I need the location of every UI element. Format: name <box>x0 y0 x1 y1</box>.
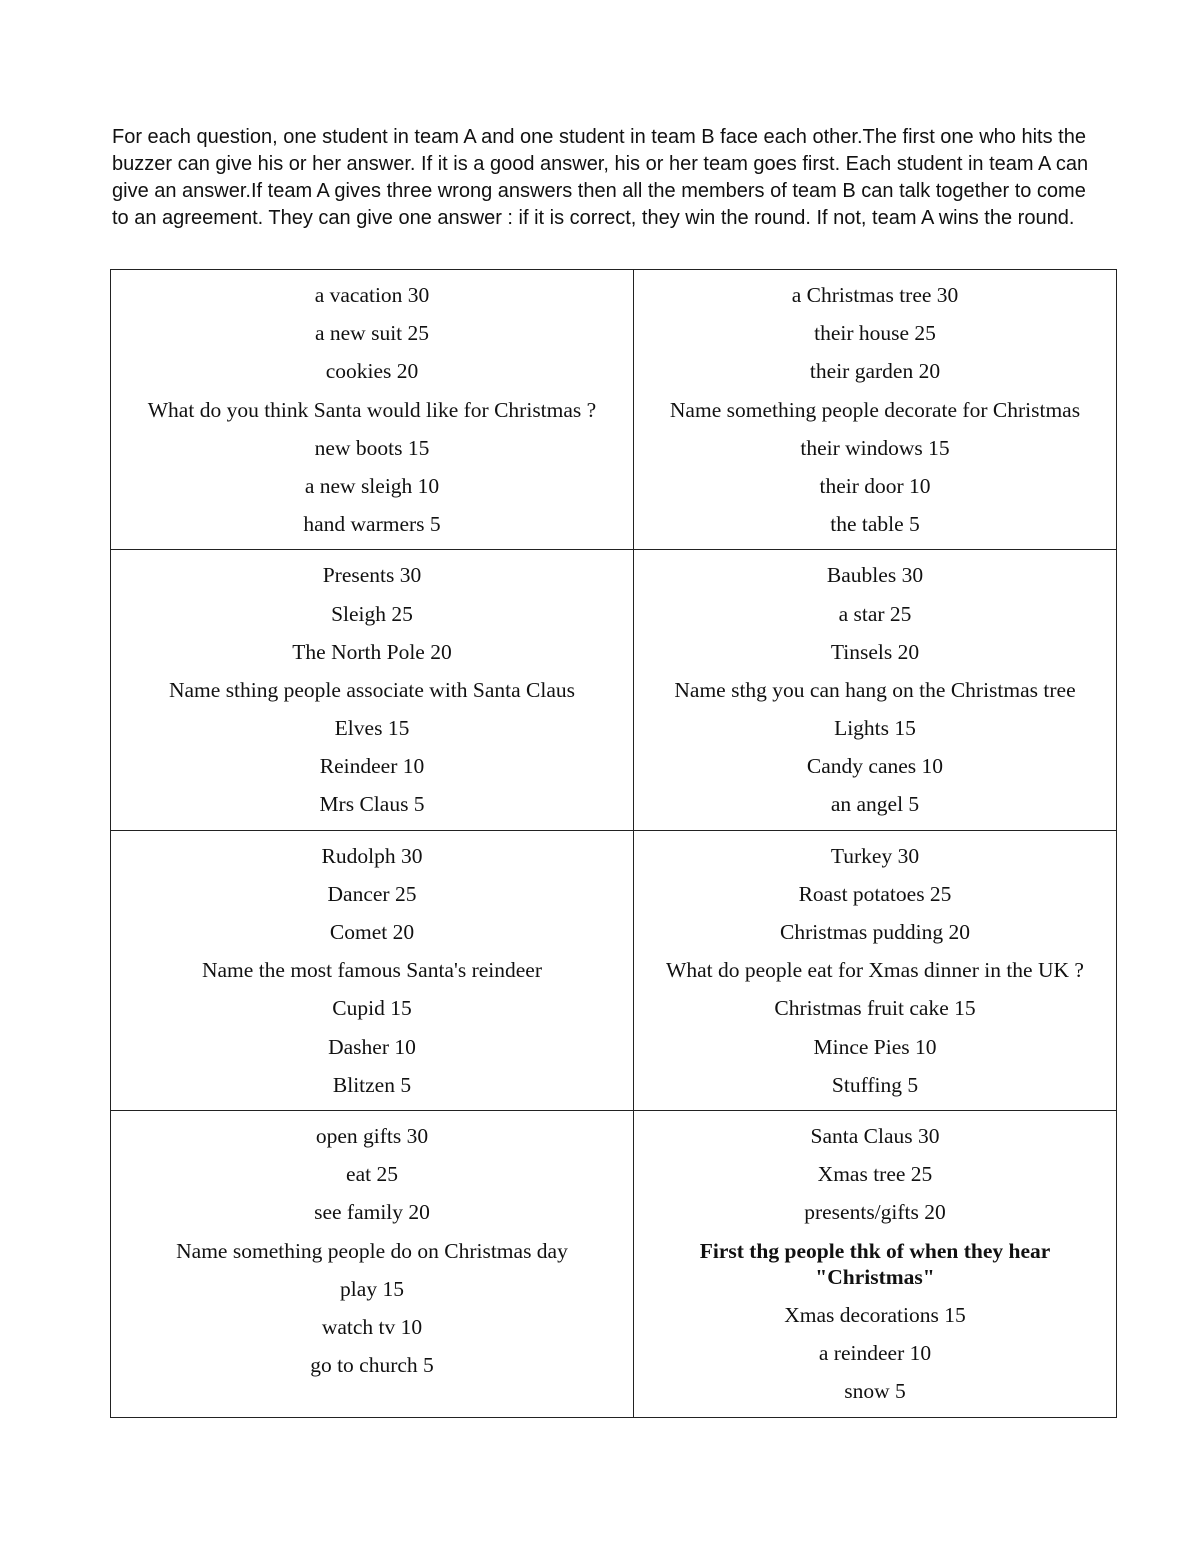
answer-line: Dasher 10 <box>328 1034 416 1059</box>
answer-line: Santa Claus 30 <box>810 1123 940 1148</box>
answer-line: Blitzen 5 <box>332 1072 412 1097</box>
answer-line: their house 25 <box>814 321 936 346</box>
answer-line: their garden 20 <box>809 359 941 384</box>
answer-line: cookies 20 <box>325 359 419 384</box>
answer-line: go to church 5 <box>310 1353 434 1378</box>
answer-line: Dancer 25 <box>327 881 417 906</box>
answer-line: snow 5 <box>844 1379 906 1404</box>
question-card <box>634 550 1117 830</box>
answer-line: Tinsels 20 <box>830 639 920 664</box>
question-card <box>111 550 634 830</box>
answer-line: an angel 5 <box>830 792 920 817</box>
answer-line: Christmas fruit cake 15 <box>774 996 976 1021</box>
answer-line: play 15 <box>340 1276 404 1301</box>
question-text: What do people eat for Xmas dinner in the UK ? <box>666 958 1084 983</box>
question-card <box>634 830 1117 1110</box>
answer-line: Sleigh 25 <box>331 601 413 626</box>
question-text: Name something people decorate for Christmas <box>669 397 1081 422</box>
question-text: Name something people do on Christmas day <box>176 1238 568 1263</box>
answer-line: the table 5 <box>830 512 920 537</box>
question-text: Name sthing people associate with Santa Claus <box>168 677 576 702</box>
answer-line: open gifts 30 <box>315 1123 429 1148</box>
answer-line: Turkey 30 <box>830 843 920 868</box>
answer-line: see family 20 <box>314 1200 430 1225</box>
grid-row <box>111 1110 1117 1417</box>
answer-line: Candy canes 10 <box>806 754 944 779</box>
answer-line: Roast potatoes 25 <box>798 881 952 906</box>
answer-line: a vacation 30 <box>314 283 430 307</box>
answer-line: Elves 15 <box>334 716 410 741</box>
answer-line: hand warmers 5 <box>303 512 441 537</box>
answer-line: their door 10 <box>819 473 931 498</box>
answer-line: Lights 15 <box>834 716 916 741</box>
answer-line: a new suit 25 <box>314 321 430 346</box>
question-card <box>634 1110 1117 1417</box>
answer-line: a star 25 <box>838 601 912 626</box>
question-card <box>111 270 634 550</box>
answer-line: eat 25 <box>346 1162 398 1187</box>
question-text: Name the most famous Santa's reindeer <box>201 958 542 983</box>
answer-line: new boots 15 <box>314 435 430 460</box>
question-card <box>111 830 634 1110</box>
answer-line: presents/gifts 20 <box>804 1200 946 1225</box>
game-instructions: For each question, one student in team A and one student in team B face each other.The first one who hits the buzzer can give his or her answer. If it is a good answer, his or her team goes first. Each student in team A can give an answer.If team A gives three wrong answers then all the members of team B can talk together to come to an agreement. They can give one answer : if it is correct, they win the round. If not, team A wins the round. <box>112 126 1089 229</box>
answer-line: a reindeer 10 <box>818 1340 932 1365</box>
answer-line: Xmas tree 25 <box>817 1162 933 1187</box>
answer-line: The North Pole 20 <box>292 639 452 664</box>
answer-line: Baubles 30 <box>826 563 924 588</box>
answer-line: Comet 20 <box>329 920 415 944</box>
question-grid <box>110 269 1117 1418</box>
answer-line: Xmas decorations 15 <box>784 1302 966 1327</box>
grid-row <box>111 830 1117 1110</box>
answer-line: a Christmas tree 30 <box>791 283 959 307</box>
grid-row <box>111 550 1117 830</box>
answer-line: Rudolph 30 <box>321 843 423 868</box>
answer-line: watch tv 10 <box>321 1314 423 1339</box>
answer-line: Christmas pudding 20 <box>780 920 970 944</box>
answer-line: Mrs Claus 5 <box>319 792 425 817</box>
answer-line: Cupid 15 <box>332 996 412 1021</box>
answer-line: a new sleigh 10 <box>304 473 440 498</box>
answer-line: Presents 30 <box>322 563 422 588</box>
answer-line: Reindeer 10 <box>319 754 425 779</box>
answer-line: their windows 15 <box>800 435 950 460</box>
question-text: Name sthg you can hang on the Christmas tree <box>674 677 1076 702</box>
grid-row <box>111 270 1117 550</box>
answer-line: Mince Pies 10 <box>813 1034 937 1059</box>
question-text: First thg people thk of when they hear "Christmas" <box>699 1238 1051 1289</box>
answer-line: Stuffing 5 <box>831 1072 919 1097</box>
question-card <box>111 1110 634 1417</box>
question-card <box>634 270 1117 550</box>
question-text: What do you think Santa would like for Christmas ? <box>147 397 597 422</box>
